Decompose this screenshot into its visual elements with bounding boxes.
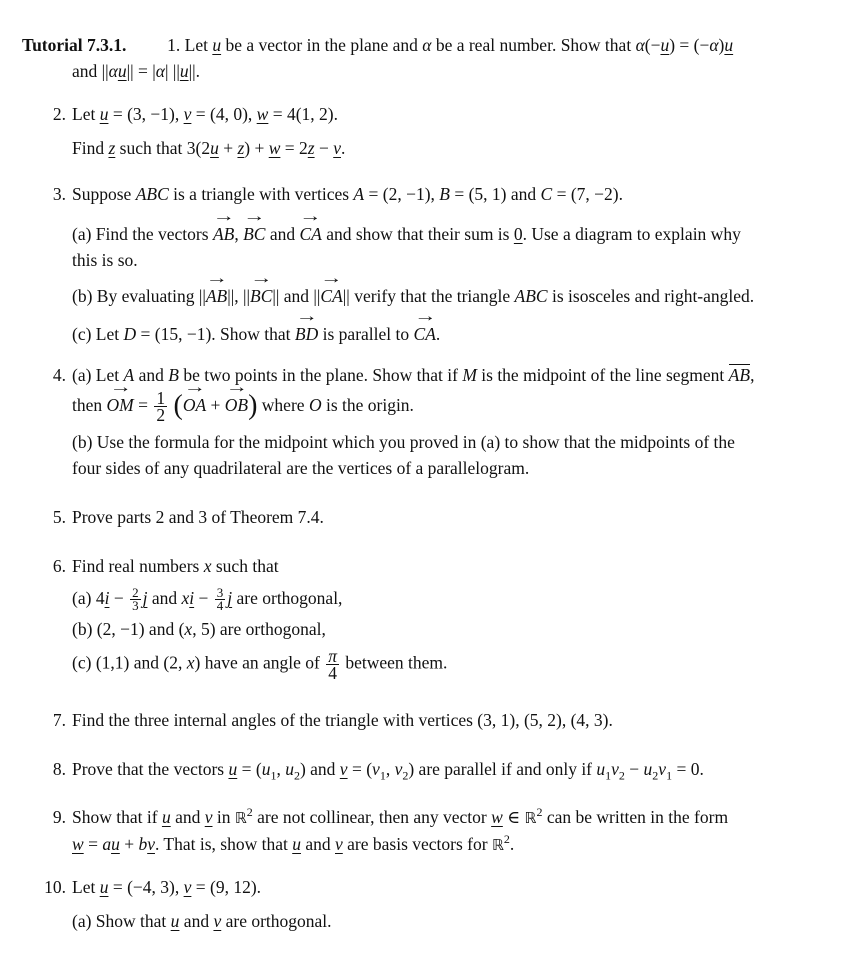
question-number: 7. (52, 710, 66, 730)
tutorial-title: Tutorial 7.3.1. (22, 35, 127, 55)
question-number: 3. (52, 184, 66, 204)
question-number: 6. (52, 556, 66, 576)
question-number: 5. (52, 507, 66, 527)
question-number: 1. (167, 35, 181, 55)
question-number: 8. (52, 759, 66, 779)
question-1-line-1: Tutorial 7.3.1. 1. Let u be a vector in the plane and α be a real number. Show that α(−u) = (−α)u (22, 35, 734, 55)
question-number: 9. (52, 807, 66, 827)
question-number: 4. (52, 365, 66, 385)
question-1-line-2: and ||αu|| = |α| ||u||. (72, 61, 200, 81)
question-number: 2. (52, 104, 66, 124)
question-number: 10. (44, 877, 66, 897)
